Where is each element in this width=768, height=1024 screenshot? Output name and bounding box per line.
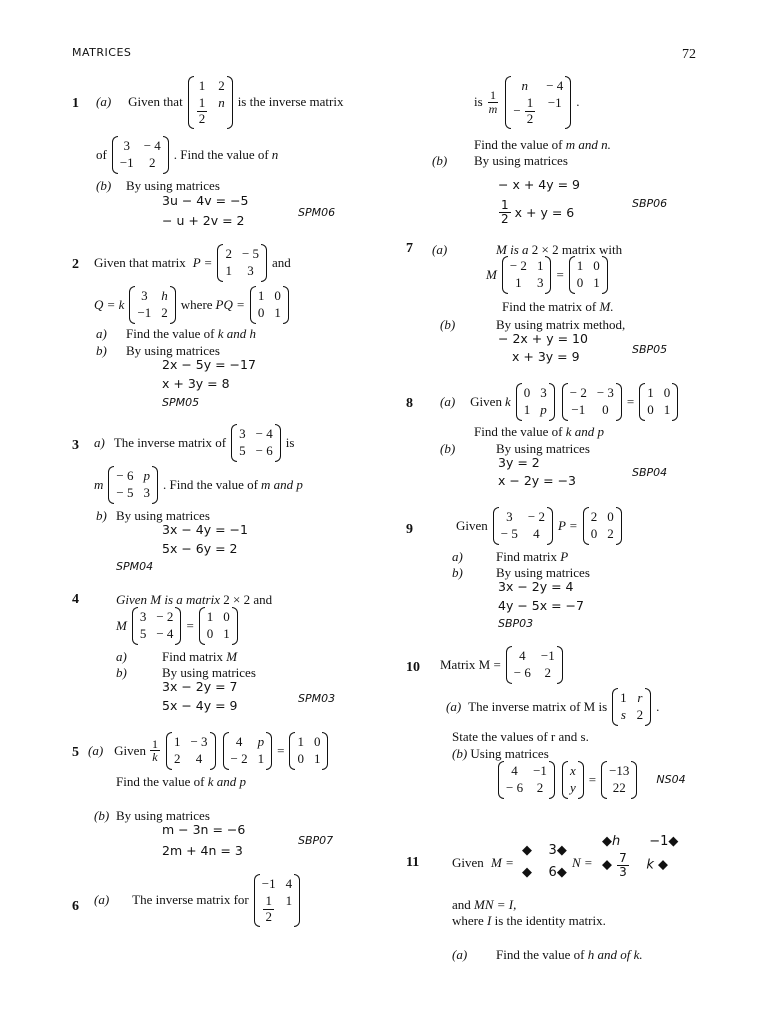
q7-equation: M − 2 1 1 3 = 1 0 0 1 xyxy=(486,256,610,294)
q5-number: 5 xyxy=(72,745,79,760)
page-number: 72 xyxy=(682,47,696,62)
q6-number: 6 xyxy=(72,899,79,914)
q4-matrix: 3 − 2 5 − 4 xyxy=(132,607,182,645)
q5-b-text: By using matrices xyxy=(116,808,210,823)
q6-is-line: is $\frac{1}{m}$ n − 4 − $\frac{1}{2}$ −1 . xyxy=(474,76,580,129)
q10-number: 10 xyxy=(406,660,420,675)
q1-of-matrix: 3 − 4 −1 2 xyxy=(112,136,169,174)
q7-a-tag: (a) xyxy=(432,242,448,257)
q2-identity-matrix: 1 0 0 1 xyxy=(250,286,289,324)
q2-Q-matrix: 3 h −1 2 xyxy=(129,286,175,324)
q7-source: SBP05 xyxy=(632,343,668,356)
q4-text: Given M is a matrix 2 × 2 and xyxy=(116,592,273,607)
q2-equation-2: x + 3y = 8 xyxy=(162,376,230,391)
q4-identity-matrix: 1 0 0 1 xyxy=(199,607,238,645)
q10-matrix-line: Matrix M = 4 −1 − 6 2 xyxy=(440,646,565,684)
q10-inverse-matrix: 1 r s 2 xyxy=(612,688,651,726)
q6-fraction: $\frac{1}{m}$ xyxy=(488,88,498,116)
q11-given-line: Given M = xyxy=(452,855,514,870)
q1-inverse-matrix: 1 2 $\frac{1}{2}$ n xyxy=(188,76,233,129)
q9-number: 9 xyxy=(406,522,413,537)
q2-P-matrix: 2 − 5 1 3 xyxy=(217,244,267,282)
q10-xy-vector: x y xyxy=(562,761,584,799)
q8-part-a: (a) Given k 0 3 1 p − 2 − 3 −1 0 = 1 0 0 1 xyxy=(440,383,680,421)
q6-source: SBP06 xyxy=(632,197,668,210)
q10-matrix-equation: 4 −1 − 6 2 x y = −13 22 NS04 xyxy=(496,761,686,799)
q1-equation-2: − u + 2v = 2 xyxy=(162,213,245,228)
q2-a-tag: a) xyxy=(96,326,107,341)
q3-m-matrix: − 6 p − 5 3 xyxy=(108,466,158,504)
q7-equation-2: x + 3y = 9 xyxy=(512,349,580,364)
q3-number: 3 xyxy=(72,438,79,453)
q3-matrix: 3 − 4 5 − 6 xyxy=(231,424,281,462)
q10-matrix: 4 −1 − 6 2 xyxy=(506,646,563,684)
q7-a-text: M is a 2 × 2 matrix with xyxy=(496,242,623,257)
q2-b-text: By using matrices xyxy=(126,343,220,358)
q9-equation-2: 4y − 5x = −7 xyxy=(498,598,584,613)
q9-a-tag: a) xyxy=(452,549,463,564)
q5-find: Find the value of k and p xyxy=(116,774,246,789)
q8-b-text: By using matrices xyxy=(496,441,590,456)
q4-equation-2: 5x − 4y = 9 xyxy=(162,698,238,713)
q4-b-text: By using matrices xyxy=(162,665,256,680)
q6-b-tag: (b) xyxy=(432,153,448,168)
q10-lhs-matrix: 4 −1 − 6 2 xyxy=(498,761,555,799)
q9-given-line: Given 3 − 2 − 5 4 P = 2 0 0 2 xyxy=(456,507,624,545)
q8-equation-2: x − 2y = −3 xyxy=(498,473,577,488)
q4-a-text: Find matrix M xyxy=(162,649,238,664)
q3-b-tag: b) xyxy=(96,508,107,523)
q7-b-text: By using matrix method, xyxy=(496,317,626,332)
q4-b-tag: b) xyxy=(116,665,127,680)
q2-b-tag: b) xyxy=(96,343,107,358)
q9-equation-1: 3x − 2y = 4 xyxy=(498,579,574,594)
q5-equation-2: 2m + 4n = 3 xyxy=(162,843,243,858)
q3-source: SPM04 xyxy=(116,560,154,573)
q9-source: SBP03 xyxy=(498,617,534,630)
q8-matrix-2: − 2 − 3 −1 0 xyxy=(562,383,622,421)
q11-number: 11 xyxy=(406,855,420,870)
q7-find: Find the matrix of M. xyxy=(502,299,614,314)
q5-part-a: (a) Given $\frac{1}{k}$ 1 − 3 2 4 4 p − 2 1 = 1 0 0 1 xyxy=(88,732,330,770)
q2-Q-line: Q = k 3 h −1 2 where PQ = 1 0 0 1 xyxy=(94,286,291,324)
q10-rhs-vector: −13 22 xyxy=(601,761,637,799)
q10-state: State the values of r and s. xyxy=(452,729,589,744)
q1-b-tag: (b) xyxy=(96,178,112,193)
q3-equation-1: 3x − 4y = −1 xyxy=(162,522,248,537)
q10-source: NS04 xyxy=(656,773,686,787)
q5-identity-matrix: 1 0 0 1 xyxy=(289,732,328,770)
q3-b-text: By using matrices xyxy=(116,508,210,523)
q10-part-a: (a) The inverse matrix of M is 1 r s 2 . xyxy=(446,688,659,726)
q7-b-tag: (b) xyxy=(440,317,456,332)
q4-equation: M 3 − 2 5 − 4 = 1 0 0 1 xyxy=(116,607,240,645)
q6-b-text: By using matrices xyxy=(474,153,568,168)
q6-matrix: −1 4 $\frac{1}{2}$ 1 xyxy=(254,874,300,927)
q11-and-line: and MN = I, xyxy=(452,897,517,912)
q5-matrix-2: 4 p − 2 1 xyxy=(223,732,273,770)
q9-matrix: 3 − 2 − 5 4 xyxy=(493,507,553,545)
q9-a-text: Find matrix P xyxy=(496,549,569,564)
q2-number: 2 xyxy=(72,257,79,272)
q4-a-tag: a) xyxy=(116,649,127,664)
q5-fraction: $\frac{1}{k}$ xyxy=(151,736,158,765)
q5-source: SBP07 xyxy=(298,834,334,847)
q5-b-tag: (b) xyxy=(94,808,110,823)
q1-number: 1 xyxy=(72,96,79,111)
q11-a-tag: (a) xyxy=(452,947,468,962)
q8-identity-matrix: 1 0 0 1 xyxy=(639,383,678,421)
q3-m-line: m − 6 p − 5 3 . Find the value of m and p xyxy=(94,466,303,504)
q9-b-text: By using matrices xyxy=(496,565,590,580)
q7-number: 7 xyxy=(406,241,413,256)
q8-find: Find the value of k and p xyxy=(474,424,604,439)
q4-equation-1: 3x − 2y = 7 xyxy=(162,679,238,694)
q8-equation-1: 3y = 2 xyxy=(498,455,540,470)
q5-matrix-1: 1 − 3 2 4 xyxy=(166,732,216,770)
q2-source: SPM05 xyxy=(162,396,200,409)
q7-equation-1: − 2x + y = 10 xyxy=(498,331,588,346)
q10-part-b: (b) Using matrices xyxy=(452,746,549,761)
q7-identity-matrix: 1 0 0 1 xyxy=(569,256,608,294)
q11-M-matrix: ◆ 3◆ ◆ 6◆ xyxy=(522,843,567,880)
q1-part-a: (a) Given that 1 2 $\frac{1}{2}$ n is the inverse matrix xyxy=(96,76,343,129)
q8-b-tag: (b) xyxy=(440,441,456,456)
q11-N-label: N = xyxy=(572,855,593,870)
q9-rhs-matrix: 2 0 0 2 xyxy=(583,507,622,545)
q9-b-tag: b) xyxy=(452,565,463,580)
q11-where-line: where I is the identity matrix. xyxy=(452,913,606,928)
q4-source: SPM03 xyxy=(298,692,336,705)
q1-of-line: of 3 − 4 −1 2 . Find the value of n xyxy=(96,136,278,174)
q7-matrix: − 2 1 1 3 xyxy=(502,256,552,294)
q1-source: SPM06 xyxy=(298,206,336,219)
q6-m-matrix: n − 4 − $\frac{1}{2}$ −1 xyxy=(505,76,571,129)
q2-a-text: Find the value of k and h xyxy=(126,326,256,341)
q6-equation-1: − x + 4y = 9 xyxy=(498,177,580,192)
q2-given-line: Given that matrix P = 2 − 5 1 3 and xyxy=(94,244,291,282)
q3-part-a: a) The inverse matrix of 3 − 4 5 − 6 is xyxy=(94,424,294,462)
q8-matrix-1: 0 3 1 p xyxy=(516,383,555,421)
q4-number: 4 xyxy=(72,592,79,607)
q3-equation-2: 5x − 6y = 2 xyxy=(162,541,238,556)
q6-find: Find the value of m and n. xyxy=(474,137,611,152)
q11-N-matrix: ◆h −1◆ ◆ $\frac{7}{3}$ k ◆ xyxy=(602,834,679,879)
q1-equation-1: 3u − 4v = −5 xyxy=(162,193,249,208)
q6-equation-2: $\frac{1}{2}$ x + y = 6 xyxy=(501,198,575,226)
q1-b-text: By using matrices xyxy=(126,178,220,193)
q5-equation-1: m − 3n = −6 xyxy=(162,822,246,837)
q8-number: 8 xyxy=(406,396,413,411)
q2-equation-1: 2x − 5y = −17 xyxy=(162,357,256,372)
running-header: MATRICES xyxy=(72,46,132,59)
q6-part-a: (a) The inverse matrix for −1 4 $\frac{1}{2}$ 1 xyxy=(94,874,302,927)
q11-a-text: Find the value of h and of k. xyxy=(496,947,643,962)
q8-source: SBP04 xyxy=(632,466,668,479)
